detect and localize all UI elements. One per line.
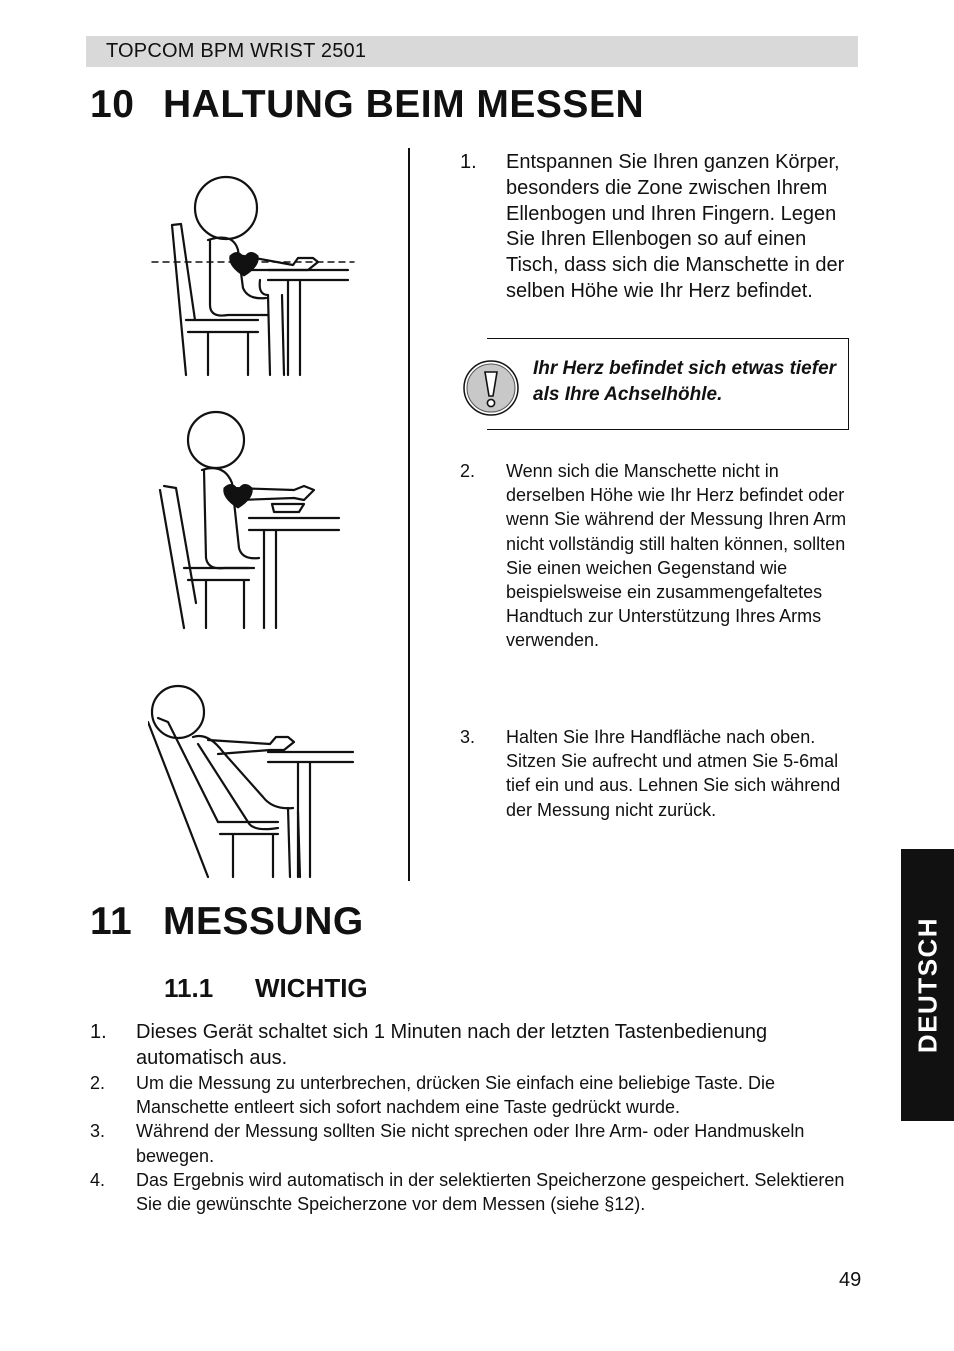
subsection-title: WICHTIG	[255, 973, 368, 1003]
subsection-heading	[164, 973, 368, 1004]
language-tab	[901, 849, 954, 1121]
note-box	[487, 338, 849, 430]
list-item-text: Um die Messung zu unterbrechen, drücken Sie einfach eine beliebige Taste. Die Manschette entleert sich sofort nachdem eine Taste gedrückt wurde.	[136, 1073, 776, 1118]
list-item-text: Dieses Gerät schaltet sich 1 Minuten nach der letzten Tastenbedienung automatisch aus.	[136, 1021, 768, 1069]
page-number: 49	[839, 1269, 862, 1291]
list-item-text: Das Ergebnis wird automatisch in der selektierten Speicherzone gespeichert. Selektieren Sie die gewünschte Speicherzone vor dem Messen (siehe §12).	[136, 1169, 845, 1215]
list-item-number: 1.	[90, 1021, 107, 1043]
step-3-text: Halten Sie Ihre Handfläche nach oben. Sitzen Sie aufrecht und atmen Sie 5-6mal tief ein und aus. Lehnen Sie sich während der Messung nicht zurück.	[506, 727, 841, 820]
section-10-title: HALTUNG BEIM MESSEN	[163, 83, 645, 126]
list-item-number: 2.	[90, 1073, 106, 1093]
language-tab-label: DEUTSCH	[912, 916, 942, 1054]
header-title: TOPCOM BPM WRIST 2501	[106, 40, 367, 62]
list-item	[90, 1168, 860, 1216]
important-list	[90, 1020, 860, 1216]
list-item-number: 4.	[90, 1169, 106, 1190]
section-11-heading	[90, 900, 364, 944]
column-divider	[408, 148, 410, 881]
list-item	[90, 1119, 860, 1167]
step-2-text: Wenn sich die Manschette nicht in derselben Höhe wie Ihr Herz befindet oder wenn Sie während der Messung Ihren Arm nicht vollständig still halten können, sollten Sie einen weichen Gegenstand wie beispielsweise ein zusammengefaltetes Handtuch zur Unterstützung Ihres Arms verwenden.	[506, 461, 847, 651]
list-item-text: Während der Messung sollten Sie nicht sprechen oder Ihre Arm- oder Handmuskeln bewegen.	[136, 1121, 805, 1166]
step-1-text: Entspannen Sie Ihren ganzen Körper, besonders die Zone zwischen Ihrem Ellenbogen und Ihren Fingern. Legen Sie Ihren Ellenbogen so auf einen Tisch, dass sich die Manschette in der selben Höhe wie Ihr Herz befindet.	[506, 151, 845, 302]
posture-support-illustration	[154, 408, 344, 633]
list-item	[90, 1020, 860, 1071]
step-3-number: 3.	[460, 727, 476, 747]
section-10-heading	[90, 83, 644, 127]
section-11-number: 11	[90, 900, 133, 943]
subsection-number: 11.1	[164, 973, 214, 1003]
list-item	[90, 1071, 860, 1119]
posture-correct-illustration	[148, 170, 358, 380]
step-2-number: 2.	[460, 461, 476, 481]
posture-leaning-illustration	[148, 682, 358, 882]
warning-icon	[463, 360, 519, 416]
section-11-title: MESSUNG	[163, 900, 364, 943]
section-10-number: 10	[90, 83, 135, 126]
note-text: Ihr Herz befindet sich etwas tiefer als Ihre Achselhöhle.	[533, 358, 837, 405]
list-item-number: 3.	[90, 1121, 106, 1142]
header-bar	[86, 36, 858, 67]
step-1-number: 1.	[460, 151, 477, 173]
